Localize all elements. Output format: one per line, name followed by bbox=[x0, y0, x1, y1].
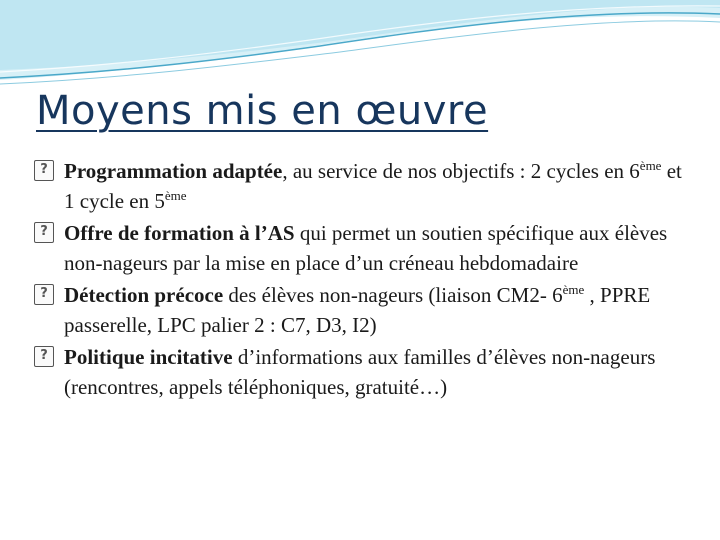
bullet-detection bbox=[34, 280, 694, 340]
bullet-text: et 1 cycle en 5 bbox=[64, 159, 682, 213]
bullet-bold-text: Détection précoce bbox=[64, 283, 224, 307]
slide-title: Moyens mis en œuvre bbox=[36, 88, 489, 134]
bullet-list bbox=[34, 156, 694, 404]
bullet-bold-text: Politique incitative bbox=[64, 345, 233, 369]
bullet-text: , PPRE passerelle, LPC palier 2 : C7, D3, I2) bbox=[64, 283, 651, 337]
bullet-box-icon: ? bbox=[34, 222, 54, 243]
bullet-bold-text: Offre de formation à l’AS bbox=[64, 221, 295, 245]
bullet-box-icon: ? bbox=[34, 346, 54, 367]
bullet-bold-text: Programmation adaptée bbox=[64, 159, 283, 183]
superscript: ème bbox=[562, 282, 585, 297]
decorative-wave-banner bbox=[0, 0, 720, 95]
bullet-text: qui permet un soutien spécifique aux élèves non-nageurs par la mise en place d’un créneau hebdomadaire bbox=[64, 221, 668, 275]
bullet-text: d’informations aux familles d’élèves non-nageurs (rencontres, appels téléphoniques, gratuité…) bbox=[64, 345, 656, 399]
bullet-politique bbox=[34, 342, 694, 402]
bullet-text: , au service de nos objectifs : 2 cycles en 6 bbox=[282, 159, 640, 183]
bullet-offre-formation bbox=[34, 218, 694, 278]
bullet-text: des élèves non-nageurs (liaison CM2- 6 bbox=[223, 283, 563, 307]
superscript: ème bbox=[639, 158, 662, 173]
superscript: ème bbox=[164, 188, 187, 203]
bullet-box-icon: ? bbox=[34, 160, 54, 181]
bullet-programmation bbox=[34, 156, 694, 216]
bullet-box-icon: ? bbox=[34, 284, 54, 305]
